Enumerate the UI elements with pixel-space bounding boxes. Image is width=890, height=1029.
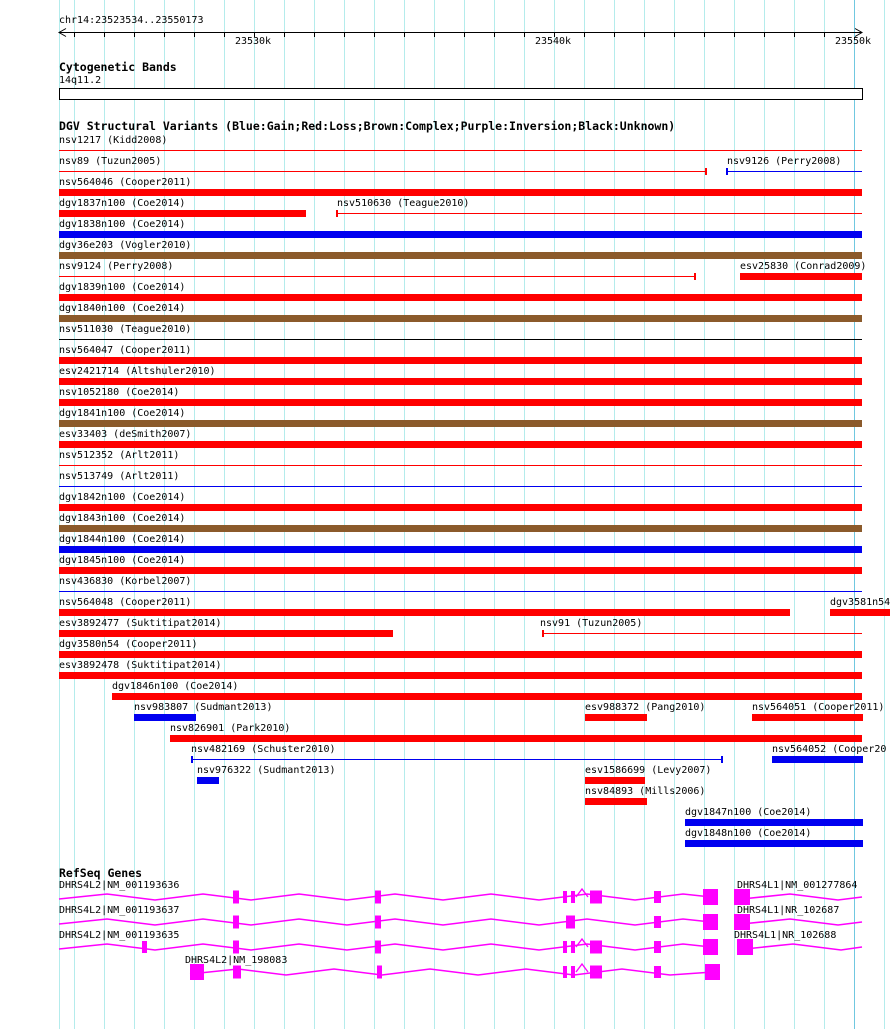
gene-exon: [571, 891, 575, 903]
variant-label: dgv1840n100 (Coe2014): [59, 303, 186, 314]
gene-exon: [654, 891, 661, 903]
gene-transcript[interactable]: [59, 889, 718, 905]
variant-label: nsv976322 (Sudmant2013): [197, 765, 336, 776]
gene-label: DHRS4L2|NM_001193636: [59, 880, 180, 891]
variant-label: nsv84893 (Mills2006): [585, 786, 706, 797]
variant-label: dgv1847n100 (Coe2014): [685, 807, 812, 818]
ruler-tick-label: 23540k: [534, 36, 572, 47]
gene-exon: [375, 916, 381, 929]
gene-intron-line: [742, 894, 862, 900]
gene-exon: [563, 891, 567, 903]
variant-label: nsv564052 (Cooper20: [772, 744, 887, 755]
gene-label: DHRS4L2|NM_001193637: [59, 905, 180, 916]
gene-exon: [233, 916, 239, 929]
variant-label: dgv1837n100 (Coe2014): [59, 198, 186, 209]
dgv-track-header: DGV Structural Variants (Blue:Gain;Red:Loss;Brown:Complex;Purple:Inversion;Black:Unknown): [59, 119, 676, 133]
gene-label: DHRS4L1|NM_001277864: [737, 880, 858, 891]
gene-exon: [233, 941, 239, 954]
variant-label: nsv983807 (Sudmant2013): [134, 702, 273, 713]
variant-label: dgv1842n100 (Coe2014): [59, 492, 186, 503]
variant-label: esv25830 (Conrad2009): [740, 261, 867, 272]
variant-label: nsv89 (Tuzun2005): [59, 156, 162, 167]
variant-label: nsv9124 (Perry2008): [59, 261, 174, 272]
variant-label: nsv510630 (Teague2010): [337, 198, 470, 209]
variant-label: esv1586699 (Levy2007): [585, 765, 712, 776]
cytoband-label: 14q11.2: [59, 75, 102, 86]
variant-label: dgv1844n100 (Coe2014): [59, 534, 186, 545]
gene-exon: [375, 941, 381, 954]
variant-label: dgv1838n100 (Coe2014): [59, 219, 186, 230]
gene-exon: [571, 941, 575, 953]
gene-label: DHRS4L1|NR_102687: [737, 905, 840, 916]
variant-label: nsv564046 (Cooper2011): [59, 177, 192, 188]
gene-exon: [571, 966, 575, 978]
gene-exon: [190, 964, 204, 980]
variant-label: nsv482169 (Schuster2010): [191, 744, 336, 755]
variant-label: dgv1843n100 (Coe2014): [59, 513, 186, 524]
gene-exon: [703, 914, 718, 930]
gene-exon: [590, 966, 602, 979]
variant-label: nsv513749 (Arlt2011): [59, 471, 180, 482]
gene-exon: [563, 966, 567, 978]
gene-intron-line: [59, 919, 711, 925]
gene-exon: [654, 941, 661, 953]
gene-exon: [705, 964, 720, 980]
gene-exon: [703, 889, 718, 905]
gene-intron-line: [190, 969, 713, 975]
variant-label: dgv3581n54: [830, 597, 890, 608]
gene-exon: [233, 891, 239, 904]
variant-label: esv3892477 (Suktitipat2014): [59, 618, 222, 629]
ruler-tick-label: 23550k: [834, 36, 872, 47]
gene-intron-line: [59, 944, 711, 950]
variant-label: esv988372 (Pang2010): [585, 702, 706, 713]
variant-label: nsv511030 (Teague2010): [59, 324, 192, 335]
gene-exon: [566, 916, 575, 929]
gene-transcript[interactable]: [734, 889, 862, 905]
gene-transcript[interactable]: [59, 939, 718, 955]
gene-exon: [654, 916, 661, 928]
variant-label: dgv3580n54 (Cooper2011): [59, 639, 198, 650]
variant-label: nsv564051 (Cooper2011): [752, 702, 885, 713]
gene-exon: [377, 966, 382, 979]
variant-label: nsv91 (Tuzun2005): [540, 618, 643, 629]
variant-label: nsv564048 (Cooper2011): [59, 597, 192, 608]
gene-intron-line: [745, 944, 862, 950]
refseq-track-header: RefSeq Genes: [59, 866, 143, 880]
variant-label: nsv436830 (Korbel2007): [59, 576, 192, 587]
gene-transcript[interactable]: [190, 964, 720, 980]
variant-label: dgv1848n100 (Coe2014): [685, 828, 812, 839]
ruler-tick-label: 23530k: [234, 36, 272, 47]
gene-transcript[interactable]: [59, 914, 718, 930]
gene-exon: [375, 891, 381, 904]
variant-label: dgv1841n100 (Coe2014): [59, 408, 186, 419]
gene-exon: [563, 941, 567, 953]
gene-exon: [734, 914, 750, 930]
gene-transcript[interactable]: [737, 939, 862, 955]
variant-label: esv33403 (deSmith2007): [59, 429, 192, 440]
variant-label: esv2421714 (Altshuler2010): [59, 366, 216, 377]
variant-label: dgv1839n100 (Coe2014): [59, 282, 186, 293]
gene-exon: [703, 939, 718, 955]
gene-intron-line: [59, 894, 711, 900]
gene-exon: [734, 889, 750, 905]
variant-label: esv3892478 (Suktitipat2014): [59, 660, 222, 671]
gene-exon: [233, 966, 241, 979]
gene-intron-line: [742, 919, 862, 925]
variant-label: dgv1845n100 (Coe2014): [59, 555, 186, 566]
variant-label: nsv1217 (Kidd2008): [59, 135, 168, 146]
variant-label: nsv1052180 (Coe2014): [59, 387, 180, 398]
gene-exon: [142, 941, 147, 953]
gene-exon: [590, 891, 602, 904]
gene-label: DHRS4L2|NM_198083: [185, 955, 288, 966]
gene-exon: [737, 939, 753, 955]
variant-label: nsv826901 (Park2010): [170, 723, 291, 734]
region-title: chr14:23523534..23550173: [59, 15, 204, 26]
gene-exon: [654, 966, 661, 978]
gene-caret-icon: [576, 964, 588, 972]
variant-label: nsv9126 (Perry2008): [727, 156, 842, 167]
gene-exon: [590, 941, 602, 954]
cytobands-track-header: Cytogenetic Bands: [59, 60, 177, 74]
variant-label: nsv564047 (Cooper2011): [59, 345, 192, 356]
gene-label: DHRS4L2|NM_001193635: [59, 930, 180, 941]
variant-label: nsv512352 (Arlt2011): [59, 450, 180, 461]
gene-transcript[interactable]: [734, 914, 862, 930]
variant-label: dgv36e203 (Vogler2010): [59, 240, 192, 251]
gene-label: DHRS4L1|NR_102688: [734, 930, 837, 941]
variant-label: dgv1846n100 (Coe2014): [112, 681, 239, 692]
